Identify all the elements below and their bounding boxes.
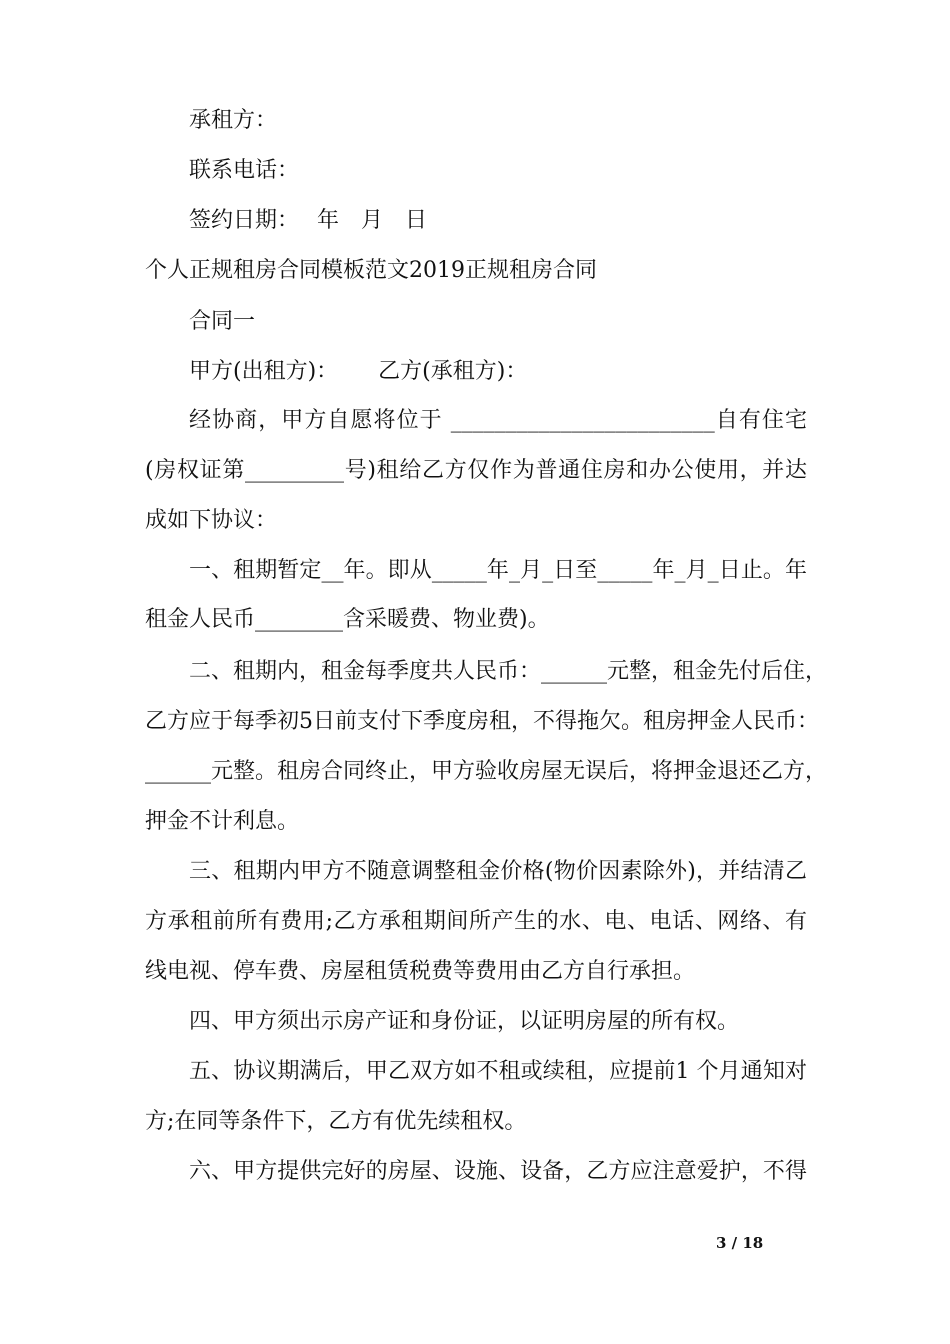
clause-5-line-2: 方;在同等条件下，乙方有优先续租权。 (145, 1109, 527, 1134)
sign-date-label: 签约日期： (189, 208, 300, 233)
clause-1-line-1: 一、租期暂定__年。即从_____年_月_日至_____年_月_日止。年 (189, 558, 807, 583)
clause-6-line-1: 六、甲方提供完好的房屋、设施、设备，乙方应注意爱护，不得 (189, 1159, 807, 1184)
clause-3-line-3: 线电视、停车费、房屋租赁税费等费用由乙方自行承担。 (145, 959, 696, 984)
sign-date-year: 年 (317, 208, 340, 233)
intro-line-2: (房权证第_________号)租给乙方仅作为普通住房和办公使用，并达 (145, 458, 807, 483)
parties-line (189, 358, 527, 386)
sign-date-line (189, 207, 427, 235)
clause-3-line-1: 三、租期内甲方不随意调整租金价格(物价因素除外)，并结清乙 (189, 859, 807, 884)
phone-label: 联系电话： (189, 158, 300, 183)
clause-4-line-1: 四、甲方须出示房产证和身份证，以证明房屋的所有权。 (189, 1009, 740, 1034)
intro-line-3: 成如下协议： (145, 508, 278, 533)
document-title: 个人正规租房合同模板范文2019正规租房合同 (145, 258, 597, 283)
party-b-label: 乙方(承租方)： (378, 359, 528, 384)
intro-line-1: 经协商，甲方自愿将位于 ________________________自有住宅 (189, 408, 807, 433)
lessee-label: 承租方： (189, 108, 278, 133)
sign-date-month: 月 (361, 208, 384, 233)
clause-3-line-2: 方承租前所有费用;乙方承租期间所产生的水、电、电话、网络、有 (145, 909, 807, 934)
sign-date-day: 日 (405, 208, 428, 233)
clause-1-line-2: 租金人民币________含采暖费、物业费)。 (145, 607, 550, 632)
clause-2-line-2: 乙方应于每季初5日前支付下季度房租，不得拖欠。租房押金人民币： (145, 709, 819, 734)
clause-2-line-1: 二、租期内，租金每季度共人民币：______元整，租金先付后住， (189, 659, 828, 684)
clause-5-line-1: 五、协议期满后，甲乙双方如不租或续租，应提前1 个月通知对 (189, 1059, 807, 1084)
page-number: 3 / 18 (716, 1234, 764, 1252)
contract-one-heading: 合同一 (189, 309, 256, 334)
party-a-label: 甲方(出租方)： (189, 359, 339, 384)
clause-2-line-4: 押金不计利息。 (145, 809, 300, 834)
clause-2-line-3: ______元整。租房合同终止，甲方验收房屋无误后，将押金退还乙方， (145, 759, 828, 784)
